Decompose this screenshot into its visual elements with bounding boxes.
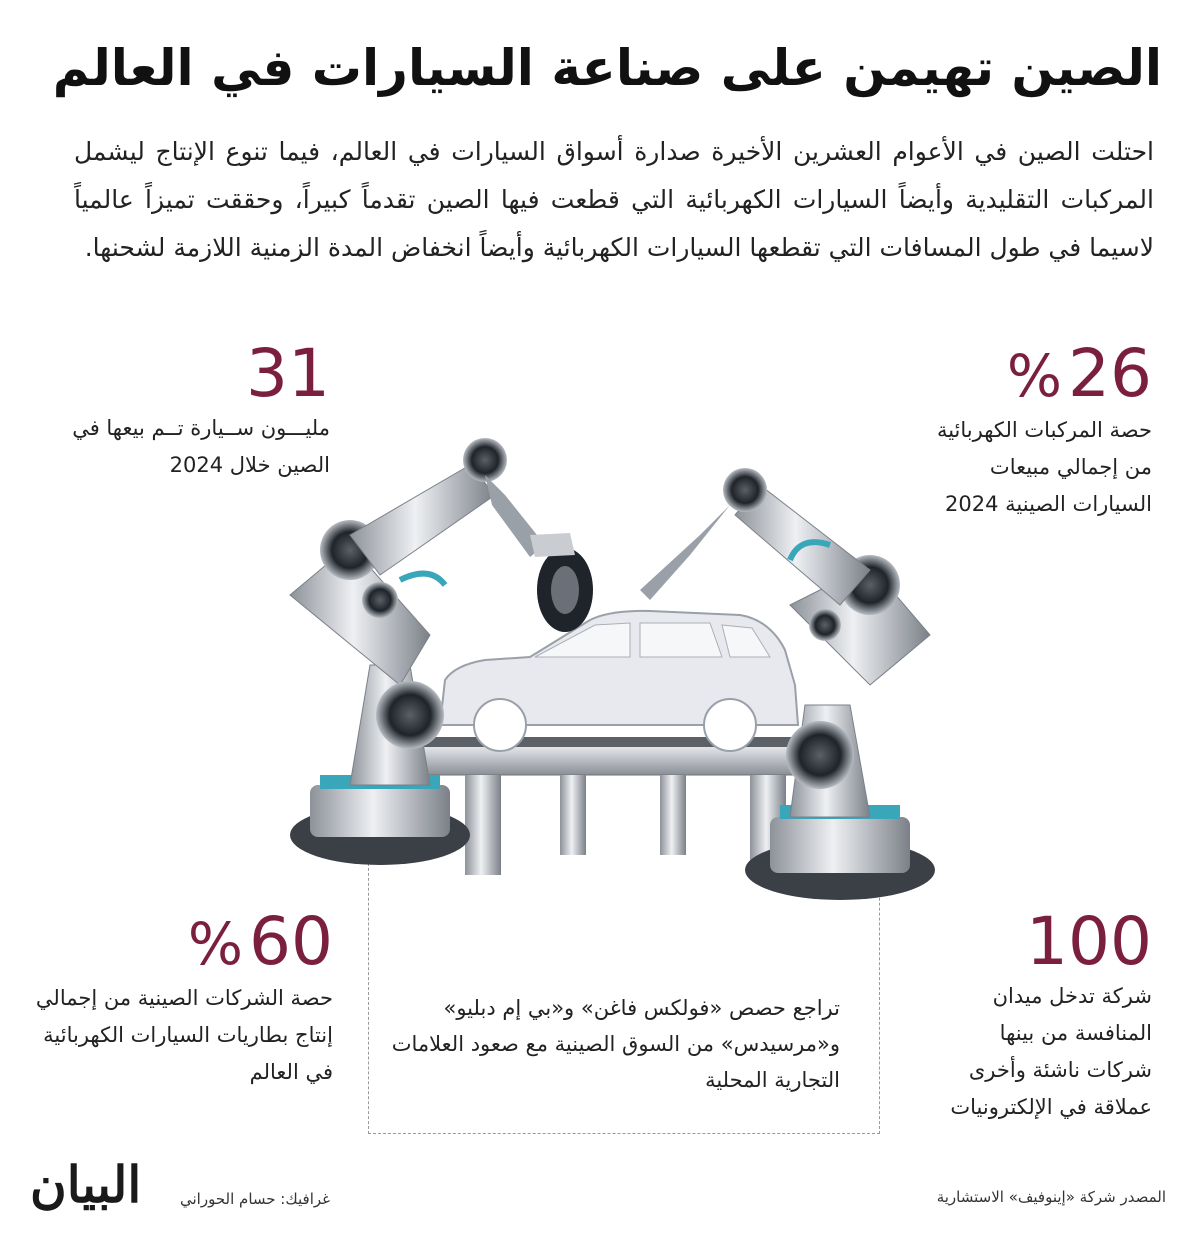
stat-companies-value: 100 (1026, 903, 1152, 980)
stat-battery-share-label: حصة الشركات الصينية من إجمالي إنتاج بطاريات السيارات الكهربائية في العالم (35, 986, 333, 1084)
source-note: المصدر شركة «إينوفيف» الاستشارية (936, 1188, 1166, 1206)
intro-paragraph: احتلت الصين في الأعوام العشرين الأخيرة صدارة أسواق السيارات في العالم، فيما تنوع الإنتاج ليشمل المركبات التقليدية وأيضاً السيارات الكهربائية التي قطعت فيها الصين تقدماً كبيراً، وحققت تميزاً عالمياً لاسيما في طول المسافات التي تقطعها السيارات الكهربائية وأيضاً انخفاض المدة الزمنية اللازمة لشحنها. (74, 137, 1154, 262)
stat-companies (892, 903, 1152, 1126)
stat-ev-share-label: حصة المركبات الكهربائية من إجمالي مبيعات السيارات الصينية 2024 (936, 418, 1152, 516)
albayan-logo: البيان (30, 1155, 142, 1214)
middle-note: تراجع حصص «فولكس فاغن» و«بي إم دبليو» و«مرسيدس» من السوق الصينية مع صعود العلامات التجارية المحلية (391, 996, 840, 1092)
stat-companies-label: شركة تدخل ميدان المنافسة من بينها شركات ناشئة وأخرى عملاقة في الإلكترونيات (950, 984, 1152, 1119)
stat-battery-share-value: %60 (187, 903, 333, 980)
stat-cars-sold-value: 31 (246, 335, 330, 412)
stat-cars-sold-label: مليـــون ســيارة تــم بيعها في الصين خلال 2024 (72, 416, 330, 477)
stat-battery-share (28, 903, 333, 1091)
graphic-credit: غرافيك: حسام الحوراني (180, 1190, 330, 1208)
stat-ev-share-value: %26 (1006, 335, 1152, 412)
car-body (440, 611, 798, 751)
page-title: الصين تهيمن على صناعة السيارات في العالم (52, 39, 1162, 97)
robot-assembly-illustration (230, 425, 990, 905)
